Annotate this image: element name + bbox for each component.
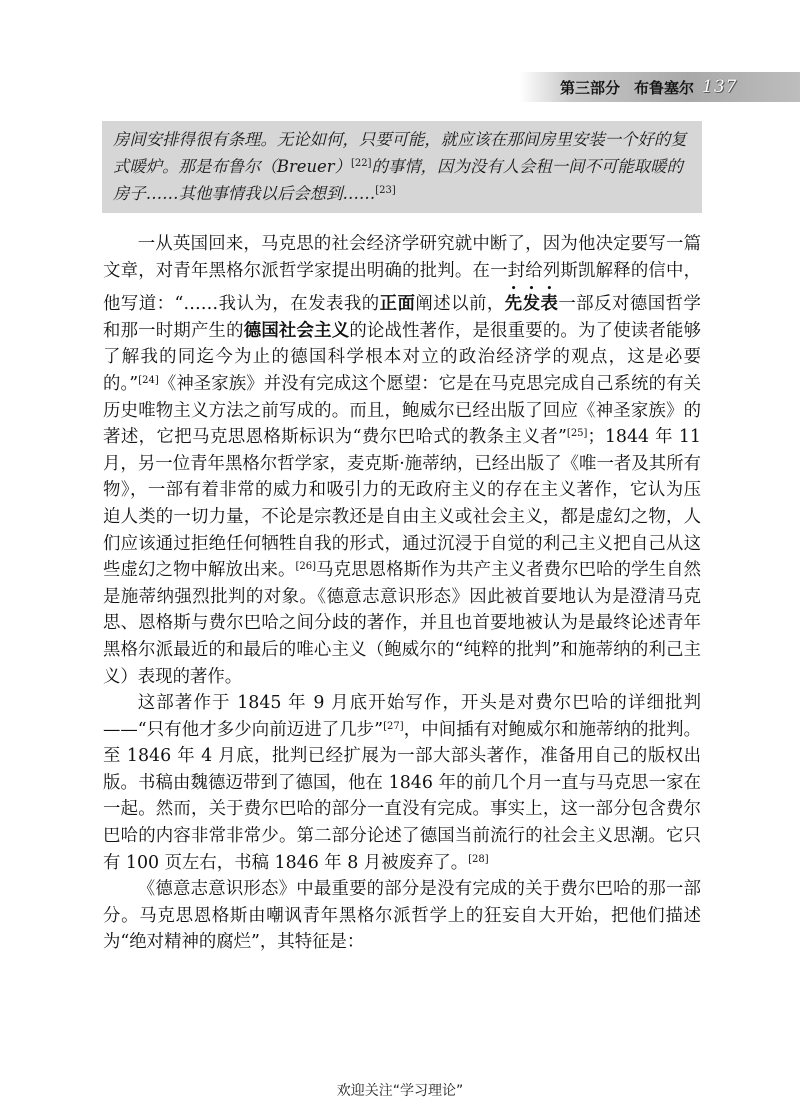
emphasis-text: 先发表 bbox=[504, 294, 559, 315]
paragraph-2 bbox=[103, 690, 701, 876]
quote-text-part: 房间安排得很有条理。无论如何，只要可能，就应该在那间房里安装一个好的复式暖炉。那是布鲁尔（Breuer） bbox=[113, 130, 687, 176]
footnote-ref: [26] bbox=[295, 561, 317, 573]
header-chapter-label: 布鲁塞尔 bbox=[634, 78, 695, 97]
text-run: 《神圣家族》并没有完成这个愿望：它是在马克思完成自己系统的有关历史唯物主义方法之前写成的。而且，鲍威尔已经出版了回应《神圣家族》的著述，它把马克思恩格斯标识为“费尔巴哈式的教条主义者” bbox=[103, 373, 701, 448]
footnote-ref: [28] bbox=[468, 853, 489, 865]
block-quote-text bbox=[113, 126, 692, 207]
text-run: 马克思恩格斯作为共产主义者费尔巴哈的学生自然是施蒂纳强烈批判的对象。《德意志意识形态》因此被首要地认为是澄清马克思、恩格斯与费尔巴哈之间分歧的著作，并且也首要地被认为是最终论述青年黑格尔派最近的和最后的唯心主义（鲍威尔的“纯粹的批判”和施蒂纳的利己主义）表现的著作。 bbox=[103, 560, 701, 687]
emphasis-text: 德国社会主义 bbox=[243, 320, 350, 341]
block-quote bbox=[102, 121, 702, 213]
footnote-ref: [25] bbox=[566, 428, 588, 440]
text-run: ；1844 年 11 月，另一位青年黑格尔哲学家，麦克斯·施蒂纳，已经出版了《唯一者及其所有物》，一部有着非常的威力和吸引力的无政府主义的存在主义著作，它认为压迫人类的一切力量，不论是宗教还是自由主义或社会主义，都是虚幻之物，人们应该通过拒绝任何牺牲自我的形式，通过沉浸于自觉的利己主义把自己从这些虚幻之物中解放出来。 bbox=[103, 427, 701, 581]
text-run: 的论战性著作，是很重要的。为了使读者能够了解我的同迄今为止的德国科学根本对立的政治经济学的观点，这是必要的。” bbox=[103, 320, 701, 394]
text-run: 一部反对德国哲学和那一时期产生的 bbox=[103, 294, 701, 341]
text-run: 这部著作于 1845 年 9 月底开始写作，开头是对费尔巴哈的详细批判——“只有他才多少向前迈进了几步” bbox=[103, 693, 701, 740]
paragraph-3 bbox=[103, 876, 701, 956]
text-run: 《德意志意识形态》中最重要的部分是没有完成的关于费尔巴哈的那一部分。马克思恩格斯由嘲讽青年黑格尔派哲学上的狂妄自大开始，把他们描述为“绝对精神的腐烂”，其特征是： bbox=[103, 879, 701, 953]
emphasis-text: 正面 bbox=[379, 294, 416, 315]
footnote-ref: [27] bbox=[383, 720, 404, 732]
text-run: 一从英国回来，马克思的社会经济学研究就中断了，因为他决定要写一篇文章，对青年黑格尔派哲学家提出明确的批判。在一封给列斯凯解释的信中，他写道：“……我认为，在发表我的 bbox=[103, 234, 701, 315]
footnote-ref: [24] bbox=[138, 374, 159, 386]
header-part-label: 第三部分 bbox=[560, 78, 621, 97]
paragraph-1 bbox=[103, 231, 701, 690]
body-text bbox=[103, 231, 701, 956]
page-number: 137 bbox=[702, 77, 738, 97]
text-run: 阐述以前， bbox=[415, 294, 505, 315]
footnote-ref: [22] bbox=[350, 158, 372, 169]
page-footer: 欢迎关注“学习理论” bbox=[336, 1083, 464, 1099]
text-run: ，中间插有对鲍威尔和施蒂纳的批判。至 1846 年 4 月底，批判已经扩展为一部大部头著作，准备用自己的版权出版。书稿由魏德迈带到了德国，他在 1846 年的前几个月一直与马克思一家在一起。然而，关于费尔巴哈的部分一直没有完成。事实上，这一部分包含费尔巴哈的内容非常非常少。第二部分论述了德国当前流行的社会主义思潮。它只有 100 页左右，书稿 1846 年 8 月被废弃了。 bbox=[103, 719, 701, 873]
quote-text-part: 的事情，因为没有人会租一间不可能取暖的房子……其他事情我以后会想到…… bbox=[113, 157, 683, 203]
running-header bbox=[520, 72, 800, 102]
footnote-ref: [23] bbox=[375, 185, 396, 196]
